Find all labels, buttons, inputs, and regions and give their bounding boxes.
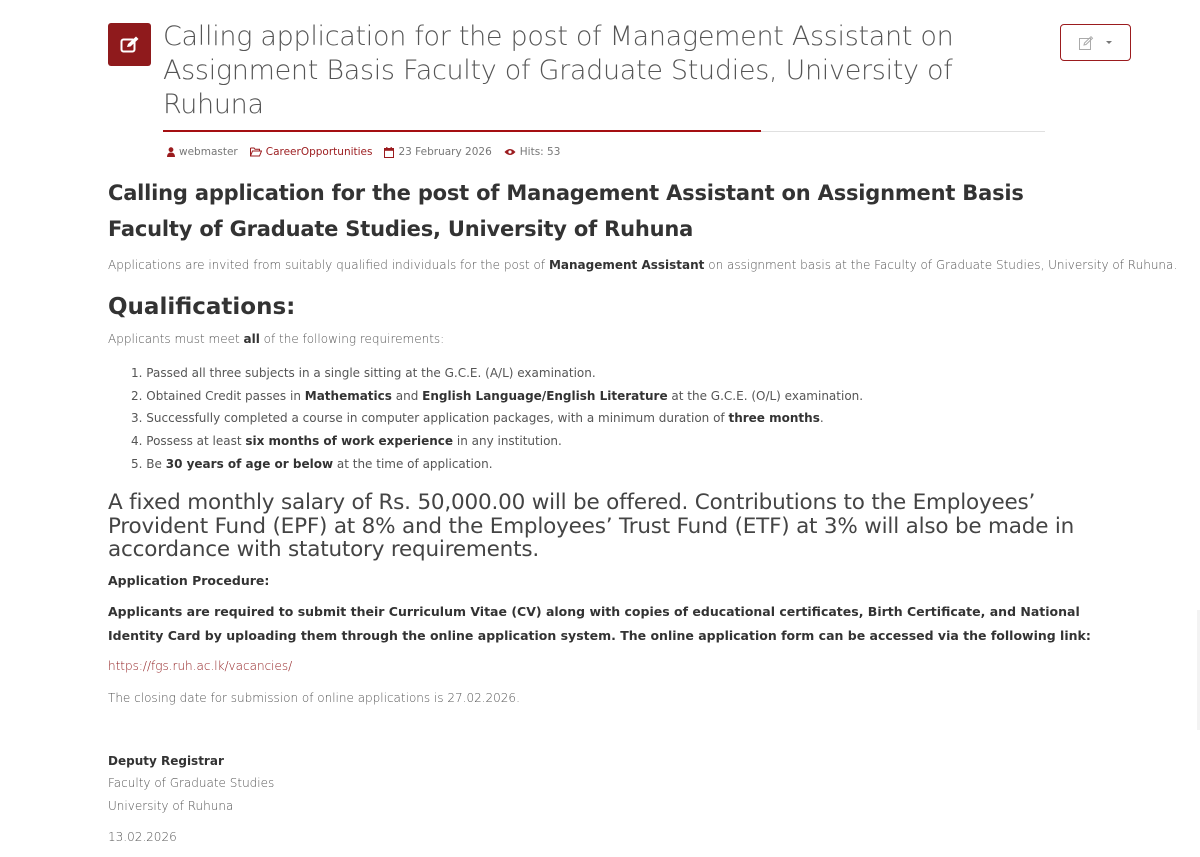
intro-paragraph (108, 258, 1177, 272)
requirement-text: and (391, 388, 423, 403)
requirement-item (131, 430, 863, 453)
meta-hits (504, 146, 561, 158)
requirement-number: 4. (131, 434, 143, 449)
signature-date: 13.02.2026 (108, 830, 177, 844)
signature-faculty: Faculty of Graduate Studies (108, 776, 275, 790)
title-line-3: Ruhuna (163, 89, 264, 120)
qualifications-heading: Qualifications: (108, 294, 296, 320)
requirement-number: 5. (131, 456, 143, 471)
article-heading-1: Calling application for the post of Management Assistant on Assignment Basis (108, 181, 1024, 205)
eye-icon (504, 148, 516, 156)
signature-title: Deputy Registrar (108, 754, 224, 768)
requirement-number: 2. (131, 388, 143, 403)
signature-university: University of Ruhuna (108, 799, 234, 813)
title-line-1: Calling application for the post of Management Assistant on (163, 21, 954, 52)
folder-open-icon (250, 147, 262, 157)
requirement-emphasis: three months (728, 411, 820, 426)
closing-date-text: The closing date for submission of online applications is 27.02.2026. (108, 691, 520, 705)
salary-paragraph: A fixed monthly salary of Rs. 50,000.00 will be offered. Contributions to the Employees’ Provident Fund (EPF) at 8% and the Employees’ Trust Fund (ETF) at 3% will also be made in accordance with statutory requirements. (108, 490, 1075, 562)
intro-text-end: on assignment basis at the Faculty of Graduate Studies, University of Ruhuna. (704, 258, 1178, 272)
requirement-emphasis: 30 years of age or below (165, 456, 334, 471)
requirement-emphasis: six months of work experience (245, 434, 454, 449)
requirement-text: Passed all three subjects in a single sitting at the G.C.E. (A/L) examination. (146, 366, 596, 380)
requirement-text: Be (146, 456, 166, 471)
meta-date (384, 146, 491, 158)
edit-dropdown-button[interactable] (1060, 24, 1131, 61)
requirement-text: in any institution. (453, 434, 562, 449)
requirement-text: at the G.C.E. (O/L) examination. (667, 388, 864, 403)
req-intro-text-end: of the following requirements: (259, 332, 445, 346)
page-title (163, 20, 963, 122)
article-heading-2: Faculty of Graduate Studies, University of Ruhuna (108, 217, 694, 241)
hit-count: Hits: 53 (519, 146, 561, 158)
edit-icon (1079, 36, 1094, 50)
requirements-intro (108, 332, 444, 346)
requirement-emphasis: English Language/English Literature (422, 388, 668, 403)
article-icon-badge (108, 23, 151, 66)
requirement-number: 1. (131, 366, 143, 380)
publish-date: 23 February 2026 (398, 146, 492, 158)
requirement-item (131, 407, 863, 430)
intro-bold: Management Assistant (548, 258, 705, 272)
requirements-list (131, 362, 863, 476)
user-icon (167, 147, 175, 157)
title-divider-accent (163, 130, 761, 132)
author-name: webmaster (179, 146, 238, 158)
requirement-number: 3. (131, 411, 143, 426)
requirement-text: Successfully completed a course in computer application packages, with a minimum duration of (146, 411, 729, 426)
category-name: CareerOpportunities (265, 146, 373, 158)
requirement-item (131, 385, 863, 408)
requirement-text: at the time of application. (333, 456, 493, 471)
requirement-text: . (819, 411, 824, 426)
procedure-heading: Application Procedure: (108, 573, 270, 588)
requirement-emphasis: Mathematics (304, 388, 392, 403)
article-meta (167, 146, 572, 158)
title-line-2: Assignment Basis Faculty of Graduate Studies, University of (163, 55, 953, 86)
meta-category-link[interactable] (250, 146, 373, 158)
meta-author (167, 146, 238, 158)
requirement-item (131, 362, 863, 385)
req-intro-bold: all (243, 332, 260, 346)
requirement-item (131, 453, 863, 476)
requirement-text: Possess at least (146, 434, 246, 449)
procedure-text: Applicants are required to submit their Curriculum Vitae (CV) along with copies of educational certificates, Birth Certificate, and National Identity Card by uploading them through the online application system. The online application form can be accessed via the following link: (108, 604, 1091, 643)
vacancies-link[interactable]: https://fgs.ruh.ac.lk/vacancies/ (108, 659, 293, 673)
req-intro-text: Applicants must meet (108, 332, 244, 346)
calendar-icon (384, 147, 394, 158)
caret-down-icon (1106, 41, 1112, 44)
requirement-text: Obtained Credit passes in (146, 388, 305, 403)
intro-text: Applications are invited from suitably qualified individuals for the post of (108, 258, 549, 272)
edit-icon (120, 36, 140, 54)
